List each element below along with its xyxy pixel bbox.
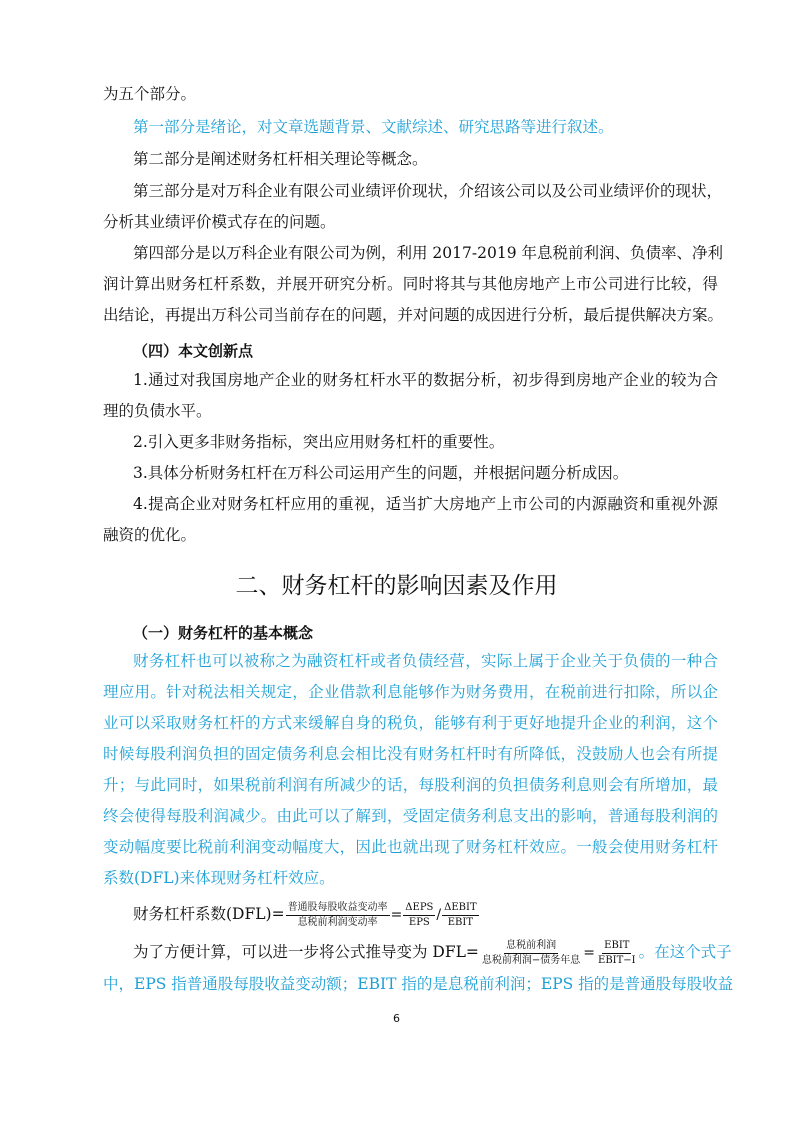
concept-paragraph-line: 变动幅度要比税前利润变动幅度大，因此也就出现了财务杠杆效应。一般会使用财务杠杆 <box>103 838 718 856</box>
formula-prefix: 为了方便计算，可以进一步将公式推导变为 DFL= <box>133 943 479 961</box>
fraction-denominator: 息税前利润变动率 <box>297 916 378 928</box>
dfl-derived-formula <box>133 936 732 968</box>
chapter-title: 二、财务杠杆的影响因素及作用 <box>235 573 558 599</box>
innovation-item-4-line-2: 融资的优化。 <box>103 526 197 544</box>
fraction-numerator: 普通股每股收益变动率 <box>286 902 390 916</box>
divide-sign: / <box>436 907 442 923</box>
innovation-item-4-line-1: 4.提高企业对财务杠杆应用的重视，适当扩大房地产上市公司的内源融资和重视外源 <box>133 495 718 513</box>
concept-paragraph-line: 时候每股利润负担的固定债务利息会相比没有财务杠杆时有所降低，没鼓励人也会有所提 <box>103 745 718 763</box>
concept-paragraph-line: 升；与此同时，如果税前利润有所减少的话，每股利润的负担债务利息则会有所增加，最 <box>103 776 718 794</box>
fraction-numerator: ΔEBIT <box>442 902 479 916</box>
page-number: 6 <box>393 1012 400 1025</box>
fraction-rate <box>286 902 390 929</box>
concept-paragraph-line: 业可以采取财务杠杆的方式来缓解自身的税负，能够有利于更好地提升企业的利润，这个 <box>103 714 718 732</box>
fraction-numerator: 息税前利润 <box>504 940 558 954</box>
closing-line: 中，EPS 指普通股每股收益变动额；EBIT 指的是息税前利润；EPS 指的是普通股每股收益 <box>103 975 734 993</box>
part1-paragraph: 第一部分是绪论，对文章选题背景、文献综述、研究思路等进行叙述。 <box>133 118 614 136</box>
fraction-denominator: EBIT <box>447 916 474 928</box>
formula-suffix: 。在这个式子 <box>638 943 732 961</box>
formula-prefix: 财务杠杆系数(DFL)= <box>133 905 285 923</box>
intro-line: 为五个部分。 <box>103 85 197 103</box>
innovation-item-3: 3.具体分析财务杠杆在万科公司运用产生的问题，并根据问题分析成因。 <box>133 464 629 482</box>
equals-sign: = <box>390 907 403 923</box>
part4-line-1: 第四部分是以万科企业有限公司为例，利用 2017-2019 年息税前利润、负债率、净利 <box>133 244 723 262</box>
part2-paragraph: 第二部分是阐述财务杠杆相关理论等概念。 <box>133 150 428 168</box>
innovation-item-1-line-1: 1.通过对我国房地产企业的财务杠杆水平的数据分析，初步得到房地产企业的较为合 <box>133 371 718 389</box>
innovation-heading: （四）本文创新点 <box>133 342 254 360</box>
concept-paragraph-line: 系数(DFL)来体现财务杠杆效应。 <box>103 869 335 887</box>
concept-paragraph-line: 财务杠杆也可以被称之为融资杠杆或者负债经营，实际上属于企业关于负债的一种合 <box>133 652 718 670</box>
part4-line-2: 润计算出财务杠杆系数，并展开研究分析。同时将其与其他房地产上市公司进行比较，得 <box>103 275 718 293</box>
fraction-denominator: 息税前利润−债务年息 <box>481 954 581 966</box>
part4-line-3: 出结论，再提出万科公司当前存在的问题，并对问题的成因进行分析，最后提供解决方案。 <box>103 306 724 324</box>
equals-sign: = <box>583 945 596 961</box>
fraction-numerator: ΔEPS <box>403 902 435 916</box>
concept-paragraph-line: 终会使得每股利润减少。由此可以了解到，受固定债务利息支出的影响，普通每股利润的 <box>103 807 718 825</box>
dfl-formula <box>133 898 718 930</box>
fraction-ebit <box>442 902 479 929</box>
fraction-denominator: EBIT−I <box>598 954 636 966</box>
fraction-ebit-i <box>596 940 638 967</box>
fraction-eps <box>403 902 435 929</box>
fraction-numerator: EBIT <box>602 940 631 954</box>
fraction-denominator: EPS <box>408 916 430 928</box>
concept-paragraph-line: 理应用。针对税法相关规定，企业借款利息能够作为财务费用，在税前进行扣除，所以企 <box>103 683 718 701</box>
innovation-item-1-line-2: 理的负债水平。 <box>103 402 212 420</box>
fraction-ebit-interest <box>480 940 582 967</box>
innovation-item-2: 2.引入更多非财务指标，突出应用财务杠杆的重要性。 <box>133 433 505 451</box>
part3-line-1: 第三部分是对万科企业有限公司业绩评价现状，介绍该公司以及公司业绩评价的现状， <box>133 182 723 200</box>
section-heading: （一）财务杠杆的基本概念 <box>133 624 314 642</box>
part3-line-2: 分析其业绩评价模式存在的问题。 <box>103 213 336 231</box>
